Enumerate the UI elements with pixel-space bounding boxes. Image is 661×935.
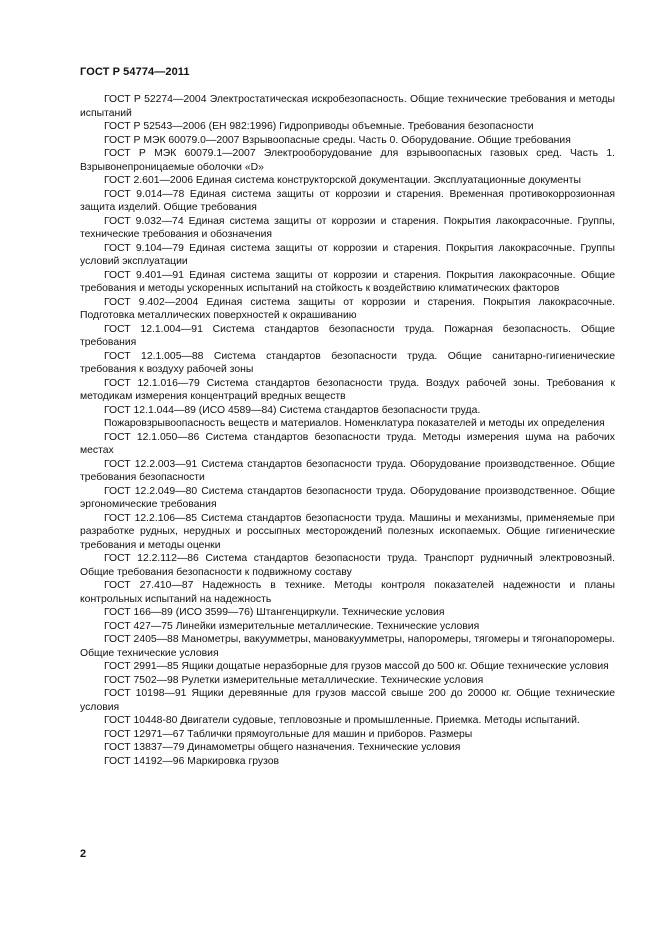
reference-item: ГОСТ 12.1.050—86 Система стандартов безопасности труда. Методы измерения шума на рабочих местах <box>80 431 615 456</box>
reference-item: ГОСТ 427—75 Линейки измерительные металлические. Технические условия <box>104 620 480 632</box>
reference-item: ГОСТ 2405—88 Манометры, вакуумметры, мановакуумметры, напоромеры, тягомеры и тягонапоромеры. Общие технические условия <box>80 634 615 659</box>
reference-item: ГОСТ 9.014—78 Единая система защиты от коррозии и старения. Временная противокоррозионная защита изделий. Общие требования <box>80 188 615 213</box>
reference-item: ГОСТ 12.1.005—88 Система стандартов безопасности труда. Общие санитарно-гигиенические требования к воздуху рабочей зоны <box>80 350 615 375</box>
reference-item: ГОСТ Р 52543—2006 (ЕН 982:1996) Гидроприводы объемные. Требования безопасности <box>104 121 534 132</box>
reference-item: ГОСТ 166—89 (ИСО 3599—76) Штангенциркули. Технические условия <box>104 607 445 618</box>
reference-item: ГОСТ 9.402—2004 Единая система защиты от коррозии и старения. Покрытия лакокрасочные. Подготовка металлических поверхностей к окрашиванию <box>80 296 615 321</box>
standard-id: ГОСТ Р 54774—2011 <box>80 66 190 78</box>
reference-item: ГОСТ 12.1.004—91 Система стандартов безопасности труда. Пожарная безопасность. Общие требования <box>80 323 615 348</box>
reference-item: Пожаровзрывоопасность веществ и материалов. Номенклатура показателей и методы их определения <box>104 418 605 429</box>
reference-item: ГОСТ 13837—79 Динамометры общего назначения. Технические условия <box>104 742 461 753</box>
reference-item: ГОСТ 27.410—87 Надежность в технике. Методы контроля показателей надежности и планы контрольных испытаний на надежность <box>80 580 615 605</box>
document-header <box>80 66 190 78</box>
reference-item: ГОСТ 10198—91 Ящики деревянные для грузов массой свыше 200 до 20000 кг. Общие технические условия <box>80 688 615 713</box>
reference-item: ГОСТ 12.1.044—89 (ИСО 4589—84) Система стандартов безопасности труда. <box>104 404 481 416</box>
reference-item: ГОСТ Р МЭК 60079.0—2007 Взрывоопасные среды. Часть 0. Оборудование. Общие требования <box>104 134 571 146</box>
reference-item: ГОСТ 9.104—79 Единая система защиты от коррозии и старения. Покрытия лакокрасочные. Группы условий эксплуатации <box>80 242 615 267</box>
reference-item: ГОСТ 10448-80 Двигатели судовые, тепловозные и промышленные. Приемка. Методы испытаний. <box>104 715 580 726</box>
reference-item: ГОСТ 12.2.106—85 Система стандартов безопасности труда. Машины и механизмы, применяемые при разработке рудных, нерудных и россыпных месторождений полезных ископаемых. Общие гигиенические требования и методы оценки <box>80 512 615 551</box>
reference-item: ГОСТ 9.401—91 Единая система защиты от коррозии и старения. Покрытия лакокрасочные. Общие требования и методы ускоренных испытаний на стойкость к воздействию климатических факторов <box>80 269 615 294</box>
reference-item: ГОСТ Р МЭК 60079.1—2007 Электрооборудование для взрывоопасных газовых сред. Часть 1. Взрывонепроницаемые оболочки «D» <box>80 148 615 173</box>
reference-item: ГОСТ 12.1.016—79 Система стандартов безопасности труда. Воздух рабочей зоны. Требования к методикам измерения концентраций вредных веществ <box>80 377 615 402</box>
normative-references-list <box>80 93 615 768</box>
reference-item: ГОСТ 14192—96 Маркировка грузов <box>104 755 280 767</box>
reference-item: ГОСТ 12.2.003—91 Система стандартов безопасности труда. Оборудование производственное. Общие требования безопасности <box>80 458 615 483</box>
reference-item: ГОСТ 2991—85 Ящики дощатые неразборные для грузов массой до 500 кг. Общие технические условия <box>104 661 609 672</box>
reference-item: ГОСТ Р 52274—2004 Электростатическая искробезопасность. Общие технические требования и методы испытаний <box>80 94 615 119</box>
reference-item: ГОСТ 12.2.112—86 Система стандартов безопасности труда. Транспорт рудничный электровозный. Общие требования безопасности к подвижному составу <box>80 553 615 578</box>
reference-item: ГОСТ 12.2.049—80 Система стандартов безопасности труда. Оборудование производственное. Общие эргономические требования <box>80 485 615 510</box>
reference-item: ГОСТ 9.032—74 Единая система защиты от коррозии и старения. Покрытия лакокрасочные. Группы, технические требования и обозначения <box>80 215 615 240</box>
reference-item: ГОСТ 12971—67 Таблички прямоугольные для машин и приборов. Размеры <box>104 728 473 740</box>
page-number: 2 <box>80 848 87 860</box>
reference-item: ГОСТ 7502—98 Рулетки измерительные металлические. Технические условия <box>104 674 484 686</box>
reference-item: ГОСТ 2.601—2006 Единая система конструкторской документации. Эксплуатационные документы <box>104 175 582 186</box>
